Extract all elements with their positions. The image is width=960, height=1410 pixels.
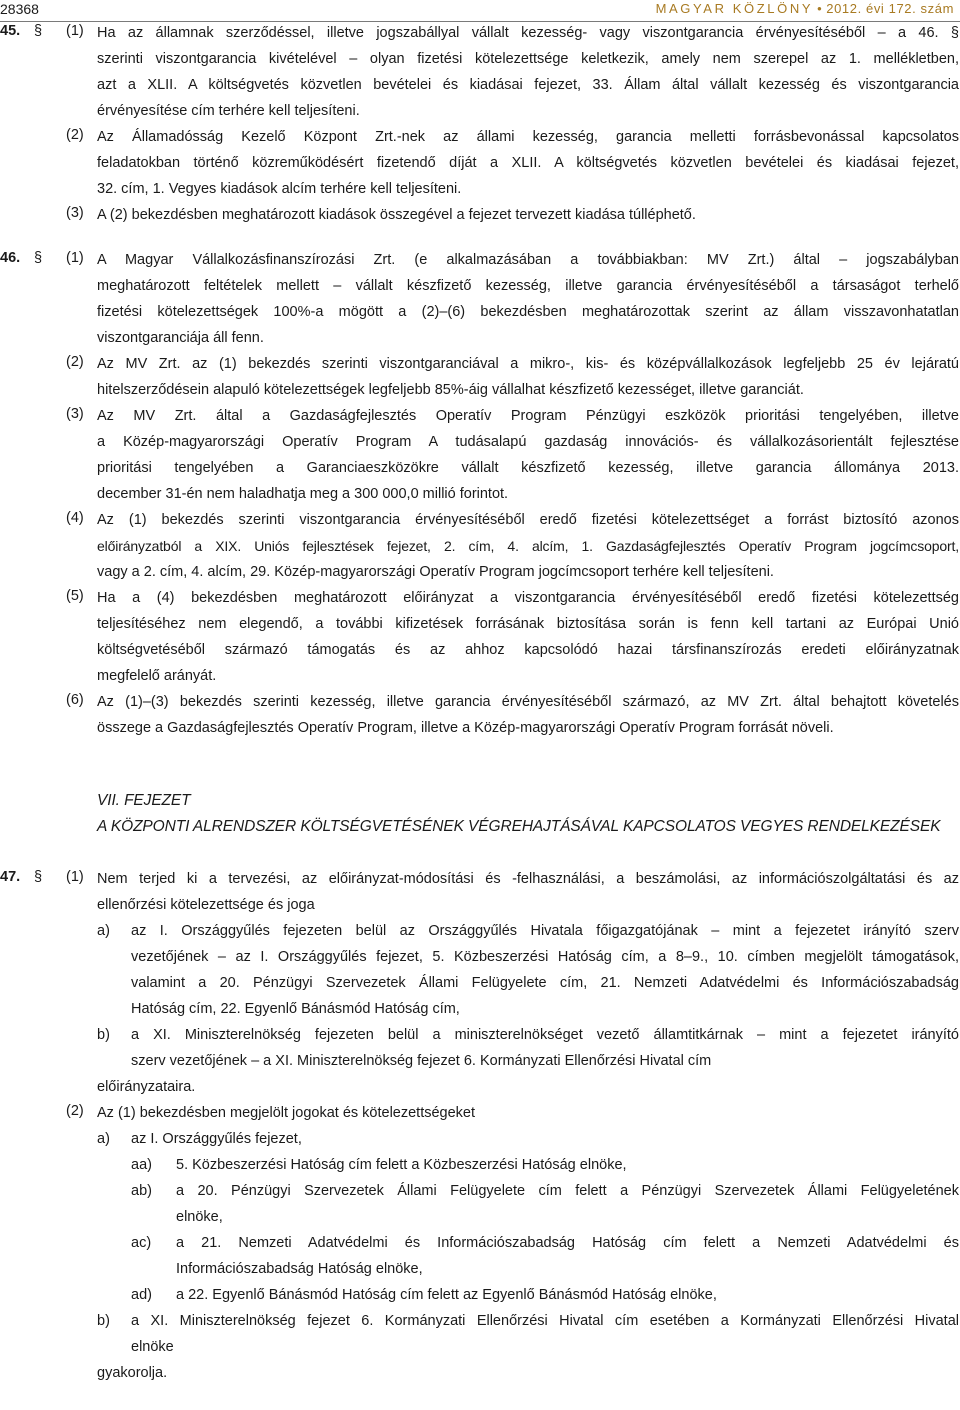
subitem-line: a 21. Nemzeti Adatvédelmi és Információszabadság Hatóság cím felett a Nemzeti Adatvédelmi és — [176, 1235, 959, 1251]
item-line: a XI. Miniszterelnökség fejezet 6. Kormányzati Ellenőrzési Hivatal cím esetében a Kormányzati Ellenőrzési Hivatal — [131, 1313, 959, 1329]
paragraph-number: (4) — [66, 510, 84, 526]
paragraph-line: Az (1)–(3) bekezdés szerinti kezesség, illetve garancia érvényesítéséből származó, az MV Zrt. által behajtott követelés — [97, 694, 959, 710]
item-line: elnöke — [131, 1339, 174, 1355]
subitem-line: 5. Közbeszerzési Hatóság cím felett a Közbeszerzési Hatóság elnöke, — [176, 1157, 627, 1173]
paragraph-line: megfelelő arányát. — [97, 668, 217, 684]
subitem-label: ab) — [131, 1183, 152, 1199]
paragraph-line: Nem terjed ki a tervezési, az előirányzat-módosítási és -felhasználási, a beszámolási, az információszolgáltatási és az — [97, 871, 959, 887]
paragraph-line: 32. cím, 1. Vegyes kiadások alcím terhére kell teljesíteni. — [97, 181, 462, 197]
item-label: b) — [97, 1313, 110, 1329]
paragraph-line: Ha a (4) bekezdésben meghatározott előirányzat a viszontgarancia érvényesítéséből eredő fizetési kötelezettség — [97, 590, 959, 606]
section-sign: § — [34, 250, 43, 266]
paragraph-number: (2) — [66, 127, 84, 143]
paragraph-line: teljesítéséhez nem elegendő, a további kifizetések forrásának biztosítása során is fenn kell tartani az Európai Unió — [97, 616, 959, 632]
subitem-line: a 20. Pénzügyi Szervezetek Állami Felügyelete cím felett a Pénzügyi Szervezetek Állami Felügyeletének — [176, 1183, 959, 1199]
paragraph-line: A Magyar Vállalkozásfinanszírozási Zrt. (e alkalmazásában a továbbiakban: MV Zrt.) által – jogszabályban — [97, 252, 959, 268]
subitem-line: a 22. Egyenlő Bánásmód Hatóság cím felett az Egyenlő Bánásmód Hatóság elnöke, — [176, 1287, 717, 1303]
item-line: az I. Országgyűlés fejezet, — [131, 1131, 302, 1147]
separator-dot: • — [817, 1, 823, 16]
paragraph-tail: gyakorolja. — [97, 1365, 168, 1381]
issue-number: 2012. évi 172. szám — [826, 1, 954, 16]
paragraph-number: (3) — [66, 406, 84, 422]
section-sign: § — [34, 869, 43, 885]
paragraph-line: viszontgaranciája áll fenn. — [97, 330, 264, 346]
subitem-label: ad) — [131, 1287, 152, 1303]
paragraph-number: (6) — [66, 692, 84, 708]
subitem-line: elnöke, — [176, 1209, 223, 1225]
item-line: vezetőjének – az I. Országgyűlés fejezet, 5. Közbeszerzési Hatóság cím, a 8–9., 10. címben megjelölt támogatások, — [131, 949, 959, 965]
item-line: az I. Országgyűlés fejezeten belül az Országgyűlés Hivatala főigazgatójának – mint a fejezetet irányító szerv — [131, 923, 959, 939]
item-line: Hatóság cím, 22. Egyenlő Bánásmód Hatóság cím, — [131, 1001, 460, 1017]
paragraph-line: szerinti viszontgarancia kivételével – olyan fizetési kötelezettsége keletkezik, amely nem szerepel az 1. mellékletben, — [97, 51, 959, 67]
paragraph-line: Ha az államnak szerződéssel, illetve jogszabállyal vállalt kezesség- vagy viszontgarancia érvényesítéséből – a 46. § — [97, 25, 959, 41]
header-rule — [0, 21, 960, 22]
paragraph-number: (1) — [66, 250, 84, 266]
section-number: 46. — [0, 250, 21, 266]
paragraph-tail: előirányzataira. — [97, 1079, 196, 1095]
item-label: a) — [97, 923, 110, 939]
paragraph-line: előirányzatból a XIX. Uniós fejlesztések fejezet, 2. cím, 4. alcím, 1. Gazdaságfejlesztés Operatív Program jogcímcsoport, — [97, 538, 959, 554]
paragraph-line: Az MV Zrt. az (1) bekezdés szerinti viszontgaranciával a mikro-, kis- és középvállalkozások legfeljebb 25 év lejáratú — [97, 356, 959, 372]
section-number: 47. — [0, 869, 21, 885]
paragraph-line: feladatokban történő közreműködésért fizetendő díját a XLII. A költségvetés közvetlen bevételei és kiadásai fejezet, — [97, 155, 959, 171]
paragraph-number: (5) — [66, 588, 84, 604]
item-label: a) — [97, 1131, 110, 1147]
chapter-title: A KÖZPONTI ALRENDSZER KÖLTSÉGVETÉSÉNEK VÉGREHAJTÁSÁVAL KAPCSOLATOS VEGYES RENDELKEZÉSEK — [97, 818, 941, 835]
item-line: valamint a 20. Pénzügyi Szervezetek Állami Felügyelete cím, 21. Nemzeti Adatvédelmi és Információszabadság — [131, 975, 959, 991]
paragraph-line: fizetési kötelezettségek 100%-a mögött a (2)–(6) bekezdésben meghatározottak szerint az állam visszavonhatatlan — [97, 304, 959, 320]
item-line: a XI. Miniszterelnökség fejezeten belül a miniszterelnökséget vezető államtitkárnak – mint a fejezetet irányító — [131, 1027, 959, 1043]
item-label: b) — [97, 1027, 110, 1043]
paragraph-line: Az MV Zrt. által a Gazdaságfejlesztés Operatív Program Pénzügyi eszközök prioritási tengelyében, illetve — [97, 408, 959, 424]
paragraph-line: december 31-én nem haladhatja meg a 300 000,0 millió forintot. — [97, 486, 509, 502]
paragraph-line: meghatározott feltételek mellett – vállalt készfizető kezesség, illetve garancia érvényesítéséből a társaságot terhelő — [97, 278, 959, 294]
subitem-line: Információszabadság Hatóság elnöke, — [176, 1261, 423, 1277]
publication-info — [656, 1, 954, 16]
section-number: 45. — [0, 23, 21, 39]
paragraph-number: (2) — [66, 1103, 84, 1119]
paragraph-line: A (2) bekezdésben meghatározott kiadások összegével a fejezet tervezett kiadása túlléphető. — [97, 207, 696, 223]
publication-name: MAGYAR KÖZLÖNY — [655, 1, 814, 16]
item-line: szerv vezetőjének – a XI. Miniszterelnökség fejezet 6. Kormányzati Ellenőrzési Hivatal cím — [131, 1053, 712, 1069]
page-header — [0, 0, 960, 22]
chapter-number: VII. FEJEZET — [97, 792, 191, 809]
paragraph-line: Az (1) bekezdésben megjelölt jogokat és kötelezettségeket — [97, 1105, 476, 1121]
paragraph-number: (1) — [66, 869, 84, 885]
paragraph-number: (1) — [66, 23, 84, 39]
subitem-label: ac) — [131, 1235, 152, 1251]
paragraph-number: (2) — [66, 354, 84, 370]
paragraph-line: hitelszerződésein alapuló kötelezettségek legfeljebb 85%-áig vállalhat készfizető kezességet, illetve garanciát. — [97, 382, 804, 398]
paragraph-line: költségvetéséből származó támogatás és az ahhoz kapcsolódó hazai társfinanszírozás eredeti előirányzatnak — [97, 642, 959, 658]
paragraph-line: prioritási tengelyében a Garanciaeszközökre vállalt készfizető kezesség, illetve garancia állománya 2013. — [97, 460, 959, 476]
paragraph-line: összege a Gazdaságfejlesztés Operatív Program, illetve a Közép-magyarországi Operatív Program forrását növeli. — [97, 720, 834, 736]
subitem-label: aa) — [131, 1157, 152, 1173]
paragraph-line: azt a XLII. A költségvetés közvetlen bevételei és kiadásai fejezet, 33. Állam által vállalt kezesség és viszontgarancia — [97, 77, 959, 93]
paragraph-line: a Közép-magyarországi Operatív Program A tudásalapú gazdaság innovációs- és vállalkozásorientált fejlesztése — [97, 434, 959, 450]
paragraph-line: vagy a 2. cím, 4. alcím, 29. Közép-magyarországi Operatív Program jogcímcsoport terhére kell teljesíteni. — [97, 564, 774, 580]
paragraph-line: Az Államadósság Kezelő Központ Zrt.-nek az állami kezesség, garancia melletti forrásbevonással kapcsolatos — [97, 129, 959, 145]
page-number: 28368 — [0, 1, 39, 17]
paragraph-number: (3) — [66, 205, 84, 221]
paragraph-line: érvényesítése cím terhére kell teljesíteni. — [97, 103, 360, 119]
section-sign: § — [34, 23, 43, 39]
paragraph-line: ellenőrzési kötelezettsége és joga — [97, 897, 315, 913]
paragraph-line: Az (1) bekezdés szerinti viszontgarancia érvényesítéséből eredő fizetési kötelezettséget a forrást biztosító azonos — [97, 512, 959, 528]
